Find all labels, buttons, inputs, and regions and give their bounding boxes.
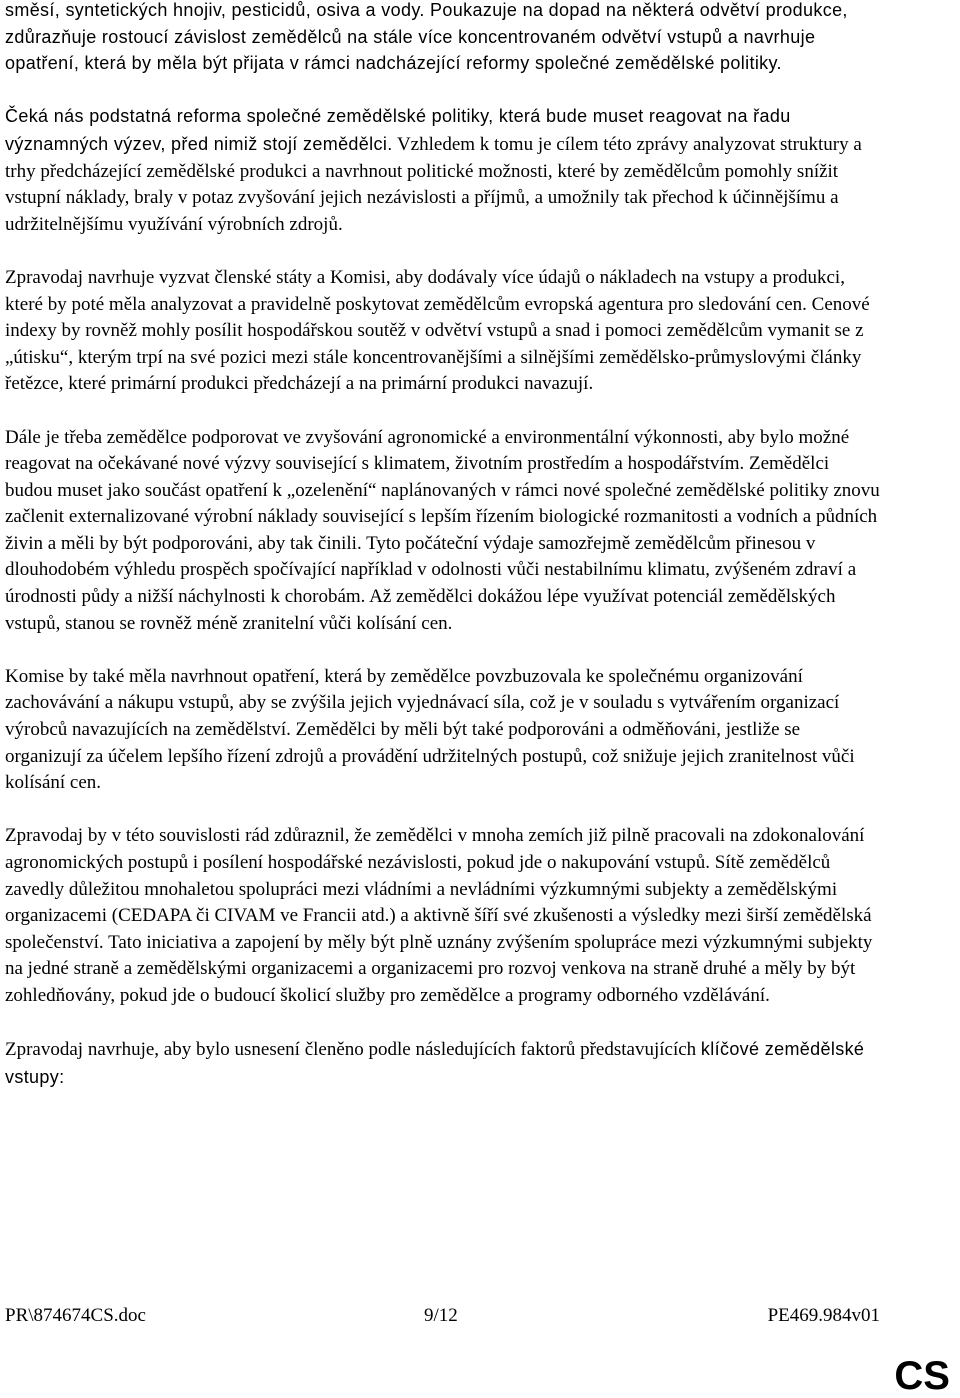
paragraph-4: Dále je třeba zemědělce podporovat ve zvyšování agronomické a environmentální výkonnosti, aby bylo možné reagovat na očekávané nové výzvy související s klimatem, životním prostředím a hospodářstvím. Zemědělci budou muset jako součást opatření k „ozelenění“ naplánovaných v rámci nové společné zemědělské politiky znovu začlenit externalizované výrobní náklady související s lepším řízením biologické rozmanitosti a vodních a půdních živin a měli by být podporováni, aby tak činili. Tyto počáteční výdaje samozřejmě zemědělcům přinesou v dlouhodobém výhledu prospěch spočívající například v odolnosti vůči nestabilnímu klimatu, zvýšeném zdraví a úrodnosti půdy a nižší náchylnosti k chorobám. Až zemědělci dokážou lépe využívat potenciál zemědělských vstupů, stanou se rovněž méně zranitelní vůči kolísání cen. (5, 426, 880, 634)
paragraph-2 (5, 103, 881, 238)
footer-pe-ref: PE469.984v01 (767, 1305, 880, 1326)
paragraph-7 (5, 1036, 881, 1091)
paragraph-6: Zpravodaj by v této souvislosti rád zdůraznil, že zemědělci v mnoha zemích již pilně pracovali na zdokonalování agronomických postupů i posílení hospodářské nezávislosti, pokud jde o nakupování vstupů. Sítě zemědělců zavedly důležitou mnohaletou spolupráci mezi vládními a nevládními výzkumnými subjekty a zemědělskými organizacemi (CEDAPA či CIVAM ve Francii atd.) a aktivně šíří své zkušenosti a výsledky mezi širší zemědělská společenství. Tato iniciativa a zapojení by měly být plně uznány zvýšením spolupráce mezi výzkumnými subjekty na jedné straně a zemědělskými organizacemi a organizacemi pro rozvoj venkova na straně druhé a měly by být zohledňovány, pokud jde o budoucí školicí služby pro zemědělce a programy odborného vzdělávání. (5, 825, 873, 1006)
paragraph-3: Zpravodaj navrhuje vyzvat členské státy a Komisi, aby dodávaly více údajů o nákladech na vstupy a produkci, které by poté měla analyzovat a pravidelně poskytovat zemědělcům evropská agentura pro sledování cen. Cenové indexy by rovněž mohly posílit hospodářskou soutěž v odvětví vstupů a snad i pomoci zemědělcům vymanit se z „útisku“, kterým trpí na své pozici mezi stále koncentrovanějšími a silnějšími zemědělsko-průmyslovými články řetězce, které primární produkci předcházejí a na primární produkci navazují. (5, 266, 870, 395)
paragraph-5: Komise by také měla navrhnout opatření, která by zemědělce povzbuzovala ke společnému organizování zachovávání a nákupu vstupů, aby se zvýšila jejich vyjednávací síla, což je v souladu s vytvářením organizací výrobců navazujících na zemědělství. Zemědělci by měli být také podporováni a odměňováni, jestliže se organizují za účelem lepšího řízení zdrojů a provádění udržitelných postupů, což snižuje jejich zranitelnost vůči kolísání cen. (5, 665, 855, 794)
paragraph-7-body: Zpravodaj navrhuje, aby bylo usnesení členěno podle následujících faktorů představujících (5, 1039, 701, 1061)
language-code: CS (894, 1354, 950, 1398)
paragraph-1: směsí, syntetických hnojiv, pesticidů, osiva a vody. Poukazuje na dopad na některá odvětví produkce, zdůrazňuje rostoucí závislost zemědělců na stále více koncentrovaném odvětví vstupů a navrhuje opatření, která by měla být přijata v rámci nadcházející reformy společné zemědělské politiky. (5, 0, 848, 74)
paragraph-2-lead: Čeká nás podstatná reforma společné zemědělské politiky, která bude muset reagovat na řadu významných výzev, před nimiž stojí zemědělci. (5, 106, 791, 154)
footer-doc-ref: PR\874674CS.doc (5, 1305, 146, 1326)
paragraph-7-tail: klíčové zemědělské vstupy: (5, 1039, 865, 1087)
footer-page-number: 9/12 (424, 1305, 458, 1326)
paragraph-2-body: Vzhledem k tomu je cílem této zprávy analyzovat struktury a trhy předcházející zemědělské produkci a navrhnout politické možnosti, které by zemědělcům pomohly snížit vstupní náklady, braly v potaz zvyšování jejich nezávislosti a příjmů, a umožnily tak přechod k účinnějšímu a udržitelnějšímu využívání výrobních zdrojů. (5, 133, 862, 235)
document-body (5, 0, 881, 1118)
